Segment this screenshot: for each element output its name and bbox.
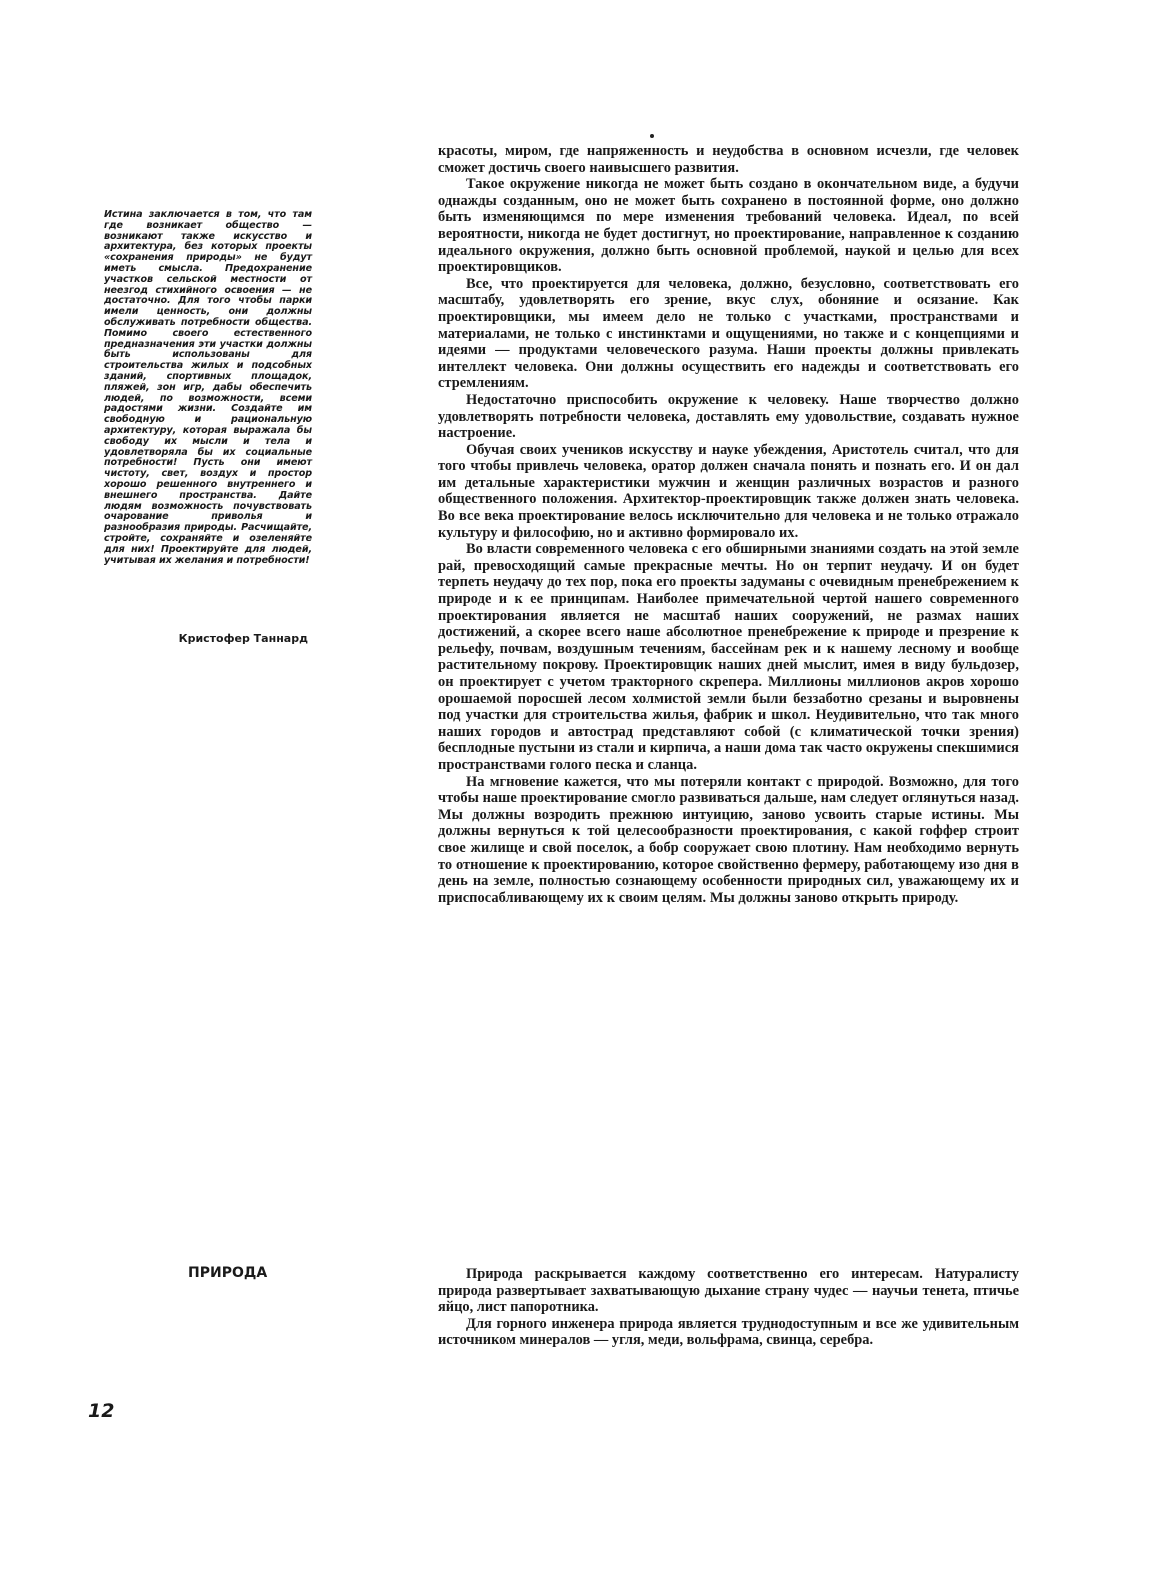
paragraph: Все, что проектируется для человека, должно, безусловно, соответствовать его масштабу, удовлетворять его зрение, вкус слух, обоняние и осязание. Как проектировщики, мы имеем дело не только с участками, пространствами и материалами, не только с инстинктами и ощущениями, но также и с концепциями и идеями — продуктами человеческого разума. Наши проекты должны привлекать интеллект человека. Они должны осуществить его надежды и соответствовать его стремлениям. — [438, 275, 1019, 392]
section-heading: ПРИРОДА — [188, 1265, 268, 1281]
sidebar-quote: Истина заключается в том, что там где возникает общество — возникают также искусство и архитектура, без которых проекты «сохранения природы» не будут иметь смысла. Предохранение участков сельской местности от неезгод стихийного освоения — не достаточно. Для того чтобы парки имели ценность, они должны обслуживать потребности общества. Помимо своего естественного предназначения эти участки должны быть использованы для строительства жилых и подсобных зданий, спортивных площадок, пляжей, зон игр, дабы обеспечить людей, по возможности, всеми радостями жизни. Создайте им свободную и рациональную архитектуру, которая выражала бы свободу их мысли и тела и удовлетворяла бы их социальные потребности! Пусть они имеют чистоту, свет, воздух и простор хорошо решенного внутреннего и внешнего пространства. Дайте людям возможность почувствовать очарование приволья и разнообразия природы. Расчищайте, стройте, сохраняйте и озеленяйте для них! Проектируйте для людей, учитывая их желания и потребности! — [104, 209, 312, 566]
paragraph: Такое окружение никогда не может быть создано в окончательном виде, а будучи однажды созданным, оно не может быть сохранено в постоянной форме, оно должно быть изменяющимся по мере изменения требований человека. Идеал, по всей вероятности, никогда не будет достигнут, но проектирование, направленное к созданию идеального окружения, должно быть основной проблемой, наукой и целью для всех проектировщиков. — [438, 176, 1019, 276]
print-mark — [650, 134, 654, 138]
paragraph: Во власти современного человека с его обширными знаниями создать на этой земле рай, превосходящий самые прекрасные мечты. Но он терпит неудачу. И он будет терпеть неудачу до тех пор, пока его проекты задуманы с очевидным пренебрежением к природе и к ее принципам. Наиболее примечательной чертой нашего современного проектирования является не масштаб наших сооружений, не размах наших достижений, а скорее всего наше абсолютное пренебрежение к природе и презрение к рельефу, почвам, воздушным течениям, бассейнам рек и к нашему лесному и вообще растительному покрову. Проектировщик наших дней мыслит, имея в виду бульдозер, он проектирует с учетом тракторного скрепера. Миллионы миллионов акров хорошо орошаемой поросшей лесом холмистой земли были беззаботно срезаны и выровнены под участки для строительства жилья, фабрик и школ. Неудивительно, что так много наших городов и автострад представляют собой (с климатической точки зрения) бесплодные пустыни из стали и кирпича, а наши дома так часто окружены спекшимися пространствами голого песка и сланца. — [438, 541, 1019, 773]
paragraph: Недостаточно приспособить окружение к человеку. Наше творчество должно удовлетворять потребности человека, доставлять ему удовольствие, создавать нужное настроение. — [438, 391, 1019, 442]
paragraph: Обучая своих учеников искусству и науке убеждения, Аристотель считал, что для того чтобы привлечь человека, оратор должен сначала понять и познать его. И он дал им детальные характеристики мужчин и женщин различных возрастов и разного общественного положения. Архитектор-проектировщик также должен знать человека. Во все века проектирование велось исключительно для человека и не только отражало культуру и философию, но и активно формировало их. — [438, 441, 1019, 541]
paragraph: красоты, миром, где напряженность и неудобства в основном исчезли, где человек сможет достичь своего наивысшего развития. — [438, 143, 1019, 176]
main-text-column — [438, 143, 1019, 906]
section-body — [438, 1266, 1019, 1349]
page-number: 12 — [88, 1400, 115, 1422]
paragraph: Природа раскрывается каждому соответственно его интересам. Натуралисту природа развертывает захватывающую дыхание страну чудес — научьи тенета, птичье яйцо, лист папоротника. — [438, 1266, 1019, 1316]
quote-author: Кристофер Таннард — [178, 632, 308, 645]
paragraph: Для горного инженера природа является труднодоступным и все же удивительным источником минералов — угля, меди, вольфрама, свинца, серебра. — [438, 1315, 1019, 1349]
paragraph: На мгновение кажется, что мы потеряли контакт с природой. Возможно, для того чтобы наше проектирование смогло развиваться дальше, нам следует оглянуться назад. Мы должны возродить прежнюю интуицию, заново усвоить старые истины. Мы должны вернуться к той целесообразности проектирования, с какой гоффер строит свое жилище и свой поселок, а бобр сооружает свою плотину. Нам необходимо вернуть то отношение к проектированию, которое свойственно фермеру, работающему изо дня в день на земле, полностью сознающему особенности природных сил, уважающему их и приспосабливающему их к своим целям. Мы должны заново открыть природу. — [438, 773, 1019, 906]
